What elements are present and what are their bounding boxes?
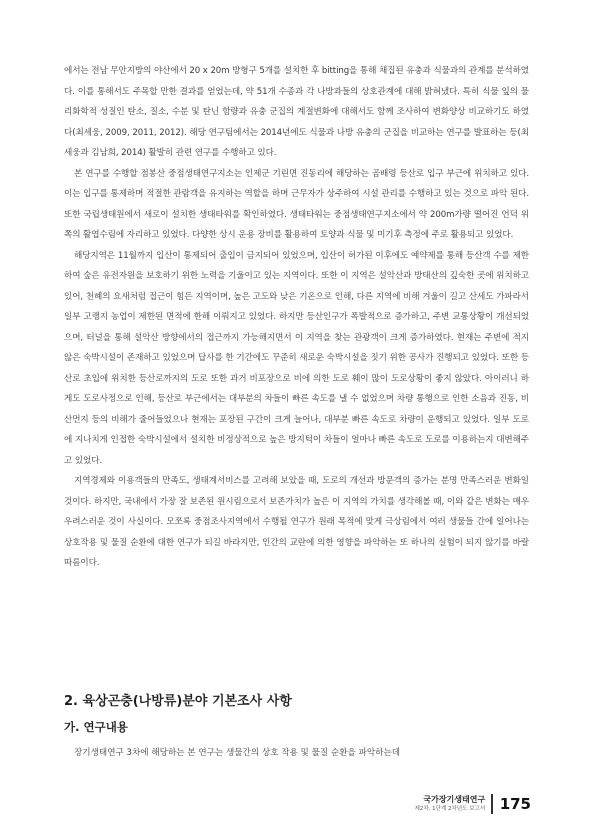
footer-divider (491, 794, 493, 814)
subsection-title: 가. 연구내용 (64, 720, 128, 734)
footer-subtitle: 제2차, 1단계 2차년도 보고서 (414, 805, 486, 812)
section-intro-text: 장기생태연구 3차에 해당하는 본 연구는 생물간의 상호 작용 및 물질 순환을 파악하는데 (74, 748, 401, 758)
page-footer (415, 792, 531, 816)
paragraph-4: 지역경제와 이용객들의 만족도, 생태계서비스를 고려해 보았을 때, 도로의 개선과 방문객의 증가는 분명 만족스러운 변화일 것이다. 하지만, 국내에서 가장 잘 보존된 원시림으로서 보존가치가 높은 이 지역의 가치를 생각해볼 때, 이와 같은 변화는 매우 우려스러운 것이 사실이다. 모쪼록 중점조사지역에서 수행될 연구가 원래 목적에 맞게 극상림에서 여러 생물들 간에 일어나는 상호작용 및 물질 순환에 대한 연구가 되길 바라지만, 인간의 교란에 의한 영향을 파악하는 또 하나의 실험이 되지 않기를 바랄 따름이다. (64, 476, 529, 568)
paragraph-2: 본 연구를 수행할 점봉산 중점생태연구지소는 인제군 기린면 진동리에 해당하는 곰배령 등산로 입구 부근에 위치하고 있다. 이는 입구를 통제하며 적절한 관람객을 유지하는 역할을 하며 근무자가 상주하여 시설 관리를 수행하고 있는 것으로 파악 된다. 또한 국립생태원에서 새로이 설치한 생태타워를 확인하였다. 생태타워는 중점생태연구지소에서 약 200m가량 떨어진 언덕 위쪽의 활엽수림에 자리하고 있었다. 다양한 상시 운용 장비를 활용하여 토양과 식물 및 미기후 측정에 주로 활용되고 있었다. (64, 168, 529, 240)
paragraph-3: 해당지역은 11월까지 입산이 통제되어 출입이 금지되어 있었으며, 입산이 허가된 이후에도 예약제를 통해 등산객 수를 제한하여 숲은 유전자원을 보호하기 위한 노력을 기울이고 있는 지역이다. 또한 이 지역은 설악산과 방태산의 깊숙한 곳에 위치하고 있어, 천혜의 요새처럼 접근이 힘든 지역이며, 높은 고도와 낮은 기온으로 인해, 다른 지역에 비해 겨울이 길고 산세도 가파라서 일부 고랭지 농업이 제한된 면적에 한해 이뤄지고 있었다. 하지만 등산인구가 폭발적으로 증가하고, 주변 교통상황이 개선되었으며, 터널을 통해 설악산 방향에서의 접근까지 가능해지면서 이 지역을 찾는 관광객이 크게 증가하였다. 현재는 주변에 적지 않은 숙박시설이 존재하고 있었으며 답사를 한 기간에도 꾸준히 새로운 숙박시설을 짓기 위한 공사가 진행되고 있었다. 또한 등산로 초입에 위치한 등산로까지의 도로 또한 과거 비포장으로 비에 의한 도로 훼이 많이 도로상황이 좋지 않았다. 아이러니 하게도 도로사정으로 인해, 등산로 부근에서는 대부분의 차들이 빠른 속도를 낼 수 없었으며 차량 통행으로 인한 소음과 진동, 비산먼지 등의 비해가 줄어들었으나 현재는 포장된 구간이 크게 늘어나, 대부분 빠른 속도로 차량이 운행되고 있었다. 일부 도로에 지나치게 인접한 숙박시설에서 설치한 비정상적으로 높은 방지턱이 차들이 얼마나 빠른 속도로 도로를 이용하는지 대변해주고 있었다. (64, 250, 529, 466)
section-title: 2. 육상곤충(나방류)분야 기본조사 사항 (64, 694, 292, 709)
page-number: 175 (499, 795, 531, 813)
footer-title: 국가장기생태연구 (423, 794, 486, 804)
paragraph-1: 에서는 전남 무안지방의 야산에서 20 x 20m 방형구 5개를 설치한 후 bitting을 통해 채집된 유충과 식물과의 관계를 분석하였다. 이를 통해서도 주목할 만한 결과를 얻었는데, 약 51개 수종과 각 나방과들의 상호관계에 대해 밝혀냈다. 특히 식물 잎의 물리화학적 성질인 탄소, 질소, 수분 및 탄닌 함량과 유충 군집의 계절변화에 대해서도 함께 조사하여 변화양상 비교하기도 하였다(최세웅, 2009, 2011, 2012). 해당 연구팀에서는 2014년에도 식물과 나방 유충의 군집을 비교하는 연구를 발표하는 등(최세웅과 김남희, 2014) 활발히 관련 연구를 수행하고 있다. (64, 66, 529, 158)
footer-text (415, 795, 486, 814)
body-text (64, 61, 529, 574)
